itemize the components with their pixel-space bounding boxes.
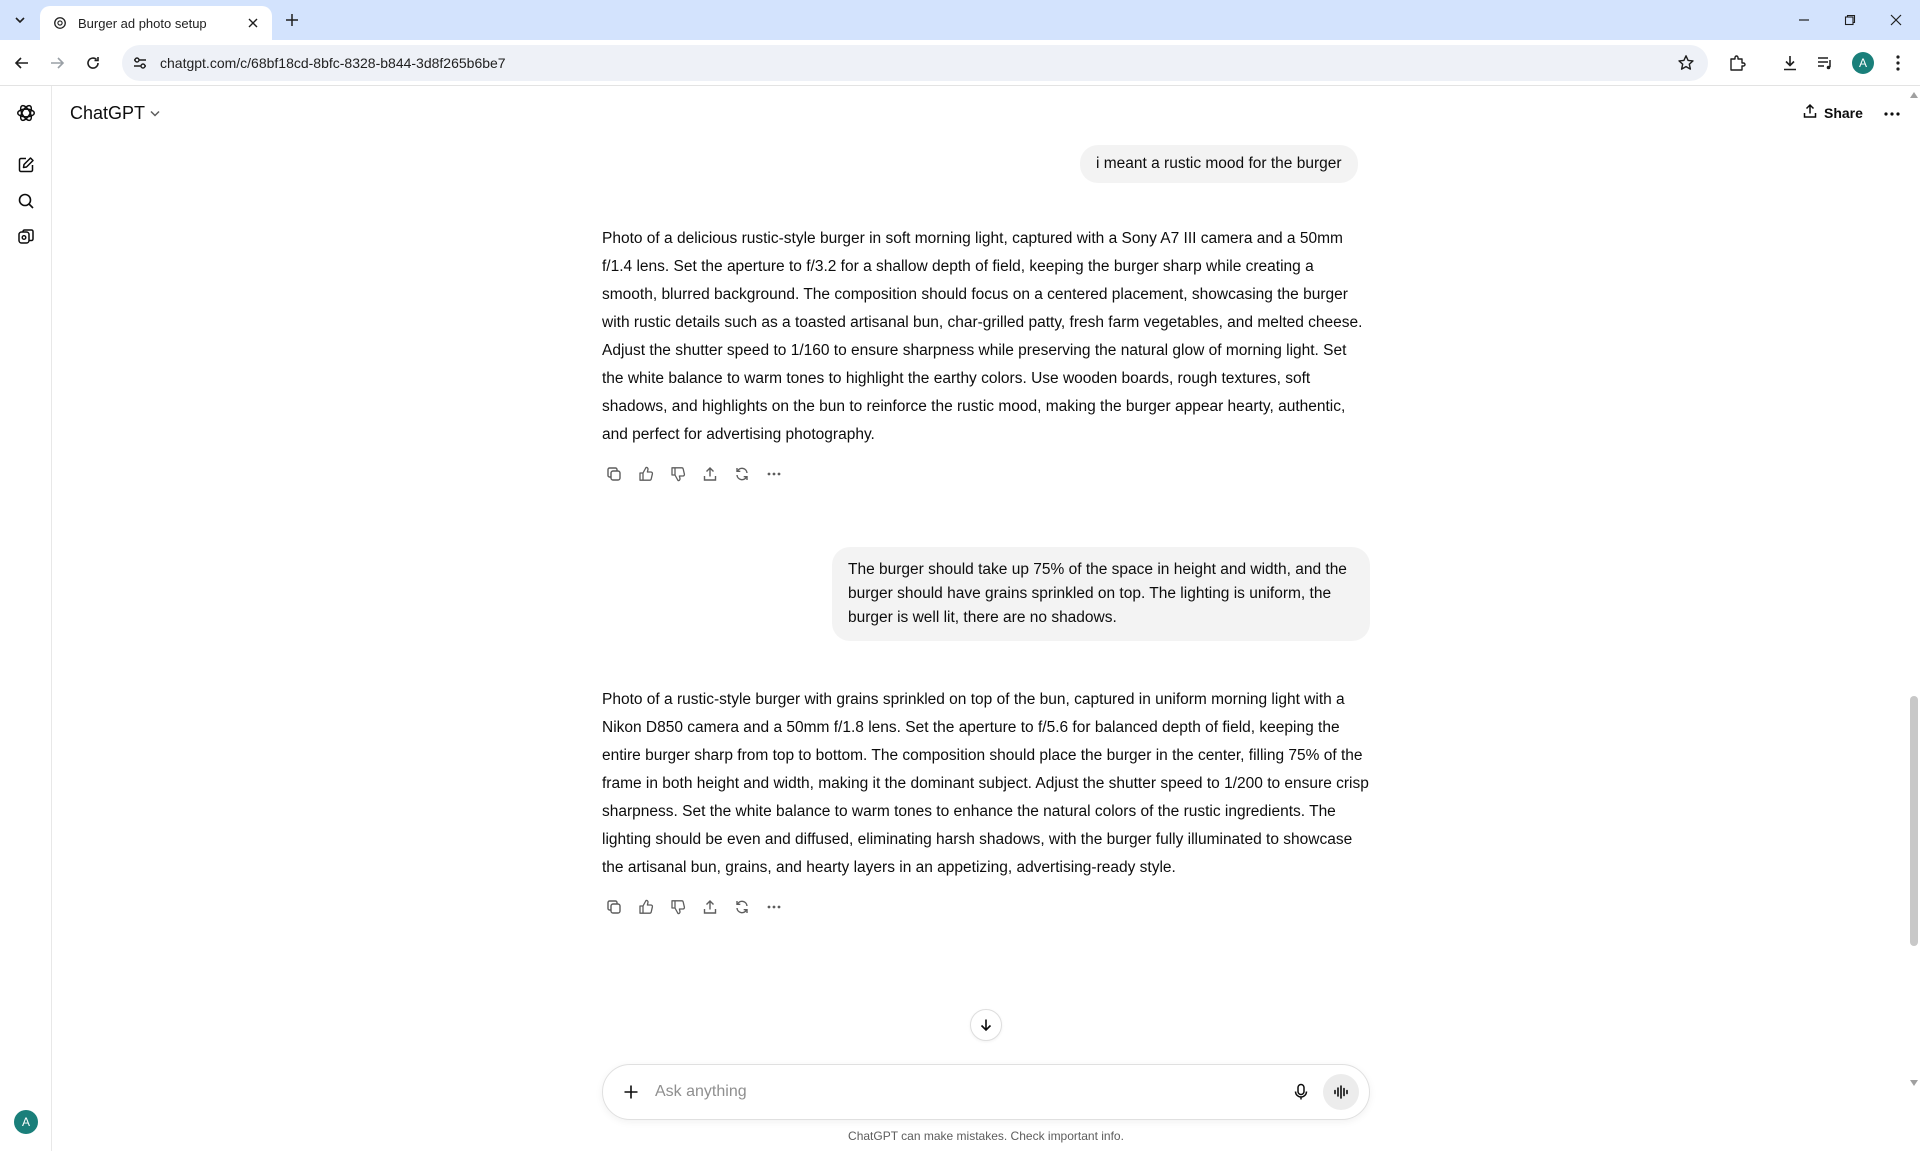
chevron-down-icon xyxy=(149,107,161,119)
tab-search-chevron-icon[interactable] xyxy=(8,8,32,32)
browser-menu-kebab-icon[interactable] xyxy=(1886,51,1910,75)
share-label: Share xyxy=(1824,105,1863,121)
thumbs-up-icon[interactable] xyxy=(632,893,660,921)
scroll-up-arrow-icon[interactable] xyxy=(1909,90,1919,100)
new-chat-icon[interactable] xyxy=(12,151,40,179)
user-avatar[interactable]: A xyxy=(14,1110,38,1134)
model-name: ChatGPT xyxy=(70,102,146,123)
regenerate-icon[interactable] xyxy=(728,460,756,488)
scroll-to-bottom-arrow-icon[interactable] xyxy=(970,1009,1002,1041)
tab-title: Burger ad photo setup xyxy=(78,15,207,31)
prompt-input[interactable] xyxy=(655,1083,1285,1101)
scroll-down-arrow-icon[interactable] xyxy=(1909,1078,1919,1088)
copy-icon[interactable] xyxy=(600,893,628,921)
browser-profile-avatar[interactable]: A xyxy=(1852,52,1874,74)
search-icon[interactable] xyxy=(12,187,40,215)
thumbs-down-icon[interactable] xyxy=(664,460,692,488)
message-actions xyxy=(600,460,788,488)
restore-window-icon[interactable] xyxy=(1832,6,1868,34)
library-icon[interactable] xyxy=(12,223,40,251)
share-icon xyxy=(1802,103,1818,124)
disclaimer-text: ChatGPT can make mistakes. Check important info. xyxy=(848,1129,1124,1143)
url-text: chatgpt.com/c/68bf18cd-8bfc-8328-b844-3d8f265b6be7 xyxy=(160,55,506,71)
browser-toolbar xyxy=(0,40,1920,86)
media-queue-icon[interactable] xyxy=(1813,51,1837,75)
more-actions-icon[interactable] xyxy=(760,460,788,488)
reload-icon[interactable] xyxy=(79,49,107,77)
thumbs-up-icon[interactable] xyxy=(632,460,660,488)
more-actions-icon[interactable] xyxy=(760,893,788,921)
microphone-icon[interactable] xyxy=(1285,1076,1317,1108)
composer xyxy=(602,1064,1370,1120)
extensions-puzzle-icon[interactable] xyxy=(1725,51,1749,75)
regenerate-icon[interactable] xyxy=(728,893,756,921)
site-info-icon[interactable] xyxy=(130,53,150,73)
new-tab-plus-icon[interactable] xyxy=(280,8,304,32)
downloads-icon[interactable] xyxy=(1778,51,1802,75)
message-actions xyxy=(600,893,788,921)
browser-tab-bar xyxy=(0,0,1920,40)
sidebar-rail xyxy=(0,86,52,1151)
assistant-message: Photo of a delicious rustic-style burger in soft morning light, captured with a Sony A7 III camera and a 50mm f/1.4 lens. Set the aperture to f/3.2 for a shallow depth of field, keeping the burger sharp while creating a smooth, blurred background. The composition should focus on a centered placement, showcasing the burger with rustic details such as a toasted artisanal bun, char-grilled patty, fresh farm vegetables, and melted cheese. Adjust the shutter speed to 1/160 to ensure sharpness while preserving the natural glow of morning light. Set the white balance to warm tones to highlight the earthy colors. Use wooden boards, rough textures, soft shadows, and highlights on the bun to reinforce the rustic mood, making the burger appear hearty, authentic, and perfect for advertising photography. xyxy=(602,230,1363,443)
browser-tab-active[interactable] xyxy=(40,6,272,40)
conversation-options-icon[interactable] xyxy=(1878,100,1906,128)
attach-plus-icon[interactable] xyxy=(615,1076,647,1108)
tab-close-icon[interactable] xyxy=(244,14,262,32)
model-selector[interactable] xyxy=(62,98,169,128)
bookmark-star-icon[interactable] xyxy=(1674,51,1698,75)
scrollbar-thumb[interactable] xyxy=(1910,696,1918,946)
minimize-window-icon[interactable] xyxy=(1786,6,1822,34)
chatgpt-favicon-icon xyxy=(52,15,68,31)
close-window-icon[interactable] xyxy=(1878,6,1914,34)
address-bar[interactable] xyxy=(122,45,1708,81)
user-message: The burger should take up 75% of the space in height and width, and the burger should have grains sprinkled on top. The lighting is uniform, the burger is well lit, there are no shadows. xyxy=(832,547,1370,641)
page-scrollbar[interactable] xyxy=(1906,86,1920,1151)
share-message-icon[interactable] xyxy=(696,460,724,488)
share-button[interactable] xyxy=(1794,98,1871,128)
copy-icon[interactable] xyxy=(600,460,628,488)
share-message-icon[interactable] xyxy=(696,893,724,921)
back-arrow-icon[interactable] xyxy=(8,49,36,77)
thumbs-down-icon[interactable] xyxy=(664,893,692,921)
voice-mode-icon[interactable] xyxy=(1323,1074,1359,1110)
forward-arrow-icon[interactable] xyxy=(43,49,71,77)
assistant-message: Photo of a rustic-style burger with grains sprinkled on top of the bun, captured in uniform morning light with a Nikon D850 camera and a 50mm f/1.8 lens. Set the aperture to f/5.6 for balanced depth of field, keeping the entire burger sharp from top to bottom. The composition should place the burger in the center, filling 75% of the frame in both height and width, making it the dominant subject. Adjust the shutter speed to 1/200 to ensure crisp sharpness. Set the white balance to warm tones to enhance the natural colors of the rustic ingredients. The lighting should be even and diffused, eliminating harsh shadows, with the burger fully illuminated to showcase the artisanal bun, grains, and hearty layers in an appetizing, advertising-ready style. xyxy=(602,691,1369,876)
user-message: i meant a rustic mood for the burger xyxy=(1080,145,1358,183)
openai-logo-icon[interactable] xyxy=(12,99,40,127)
